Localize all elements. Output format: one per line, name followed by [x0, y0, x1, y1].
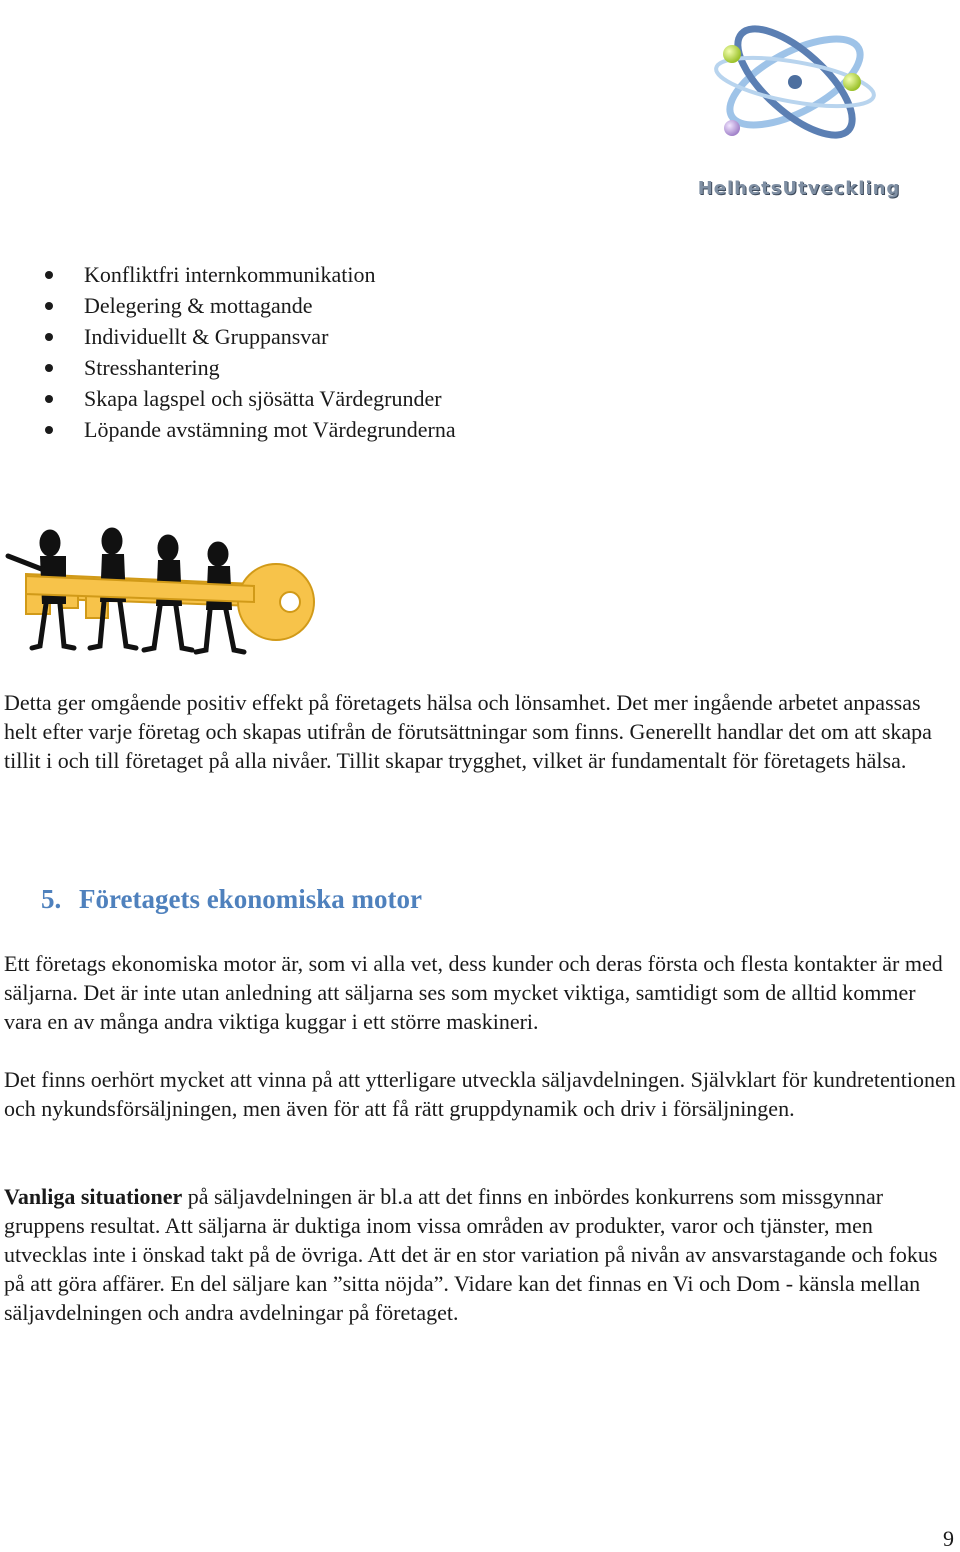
bold-lead-text: Vanliga situationer: [4, 1184, 183, 1209]
paragraph-text: på säljavdelningen är bl.a att det finns en inbördes konkurrens som missgynnar gruppens resultat. Att säljarna är duktiga inom vissa områden av produkter, varor och tjänster, men utvecklas inte i önskad takt på de övriga. Att det är en stor variation på nivån av ansvarstagande och fokus på att göra affärer. En del säljare kan ”sitta nöjda”. Vidare kan det finnas en Vi och Dom - känsla mellan säljavdelningen och andra avdelningar på företaget.: [4, 1184, 938, 1325]
list-item-text: Stresshantering: [84, 355, 220, 380]
list-item-text: Skapa lagspel och sjösätta Värdegrunder: [84, 386, 442, 411]
bullet-icon: [45, 302, 53, 310]
company-logo: [640, 0, 956, 210]
paragraph-common-situations: [4, 1182, 956, 1327]
list-item-text: Löpande avstämning mot Värdegrunderna: [84, 417, 456, 442]
people-carrying-key-icon: [4, 526, 316, 660]
paragraph-health-effect: Detta ger omgående positiv effekt på företagets hälsa och lönsamhet. Det mer ingående arbetet anpassas helt efter varje företag och skapas utifrån de förutsättningar som finns. Generellt handlar det om att skapa tillit i och till företaget på alla nivåer. Tillit skapar trygghet, vilket är fundamentalt för företagets hälsa.: [4, 690, 932, 773]
logo-wordmark: HelhetsUtveckling: [697, 178, 901, 199]
illustration: [4, 526, 316, 660]
list-item: [0, 290, 456, 321]
bullet-icon: [45, 426, 53, 434]
list-item: [0, 259, 456, 290]
section-title: Företagets ekonomiska motor: [79, 884, 422, 914]
list-item: [0, 383, 456, 414]
bullet-list: [0, 259, 456, 445]
section-number: 5.: [41, 884, 62, 914]
list-item: [0, 414, 456, 445]
atom-orbit-icon: [640, 0, 956, 180]
list-item: [0, 352, 456, 383]
list-item-text: Delegering & mottagande: [84, 293, 313, 318]
list-item: [0, 321, 456, 352]
bullet-icon: [45, 364, 53, 372]
list-item-text: Konfliktfri internkommunikation: [84, 262, 376, 287]
bullet-icon: [45, 395, 53, 403]
bullet-icon: [45, 271, 53, 279]
list-item-text: Individuellt & Gruppansvar: [84, 324, 329, 349]
section-heading: [41, 882, 422, 916]
page-number: 9: [943, 1526, 954, 1551]
paragraph-sales-development: Det finns oerhört mycket att vinna på att ytterligare utveckla säljavdelningen. Självklart för kundretentionen och nykundsförsäljningen, men även för att få rätt gruppdynamik och driv i försäljningen.: [4, 1067, 956, 1121]
paragraph-economic-motor: Ett företags ekonomiska motor är, som vi alla vet, dess kunder och deras första och flesta kontakter är med säljarna. Det är inte utan anledning att säljarna ses som mycket viktiga, samtidigt som de alltid kommer vara en av många andra viktiga kuggar i ett större maskineri.: [4, 951, 943, 1034]
bullet-icon: [45, 333, 53, 341]
